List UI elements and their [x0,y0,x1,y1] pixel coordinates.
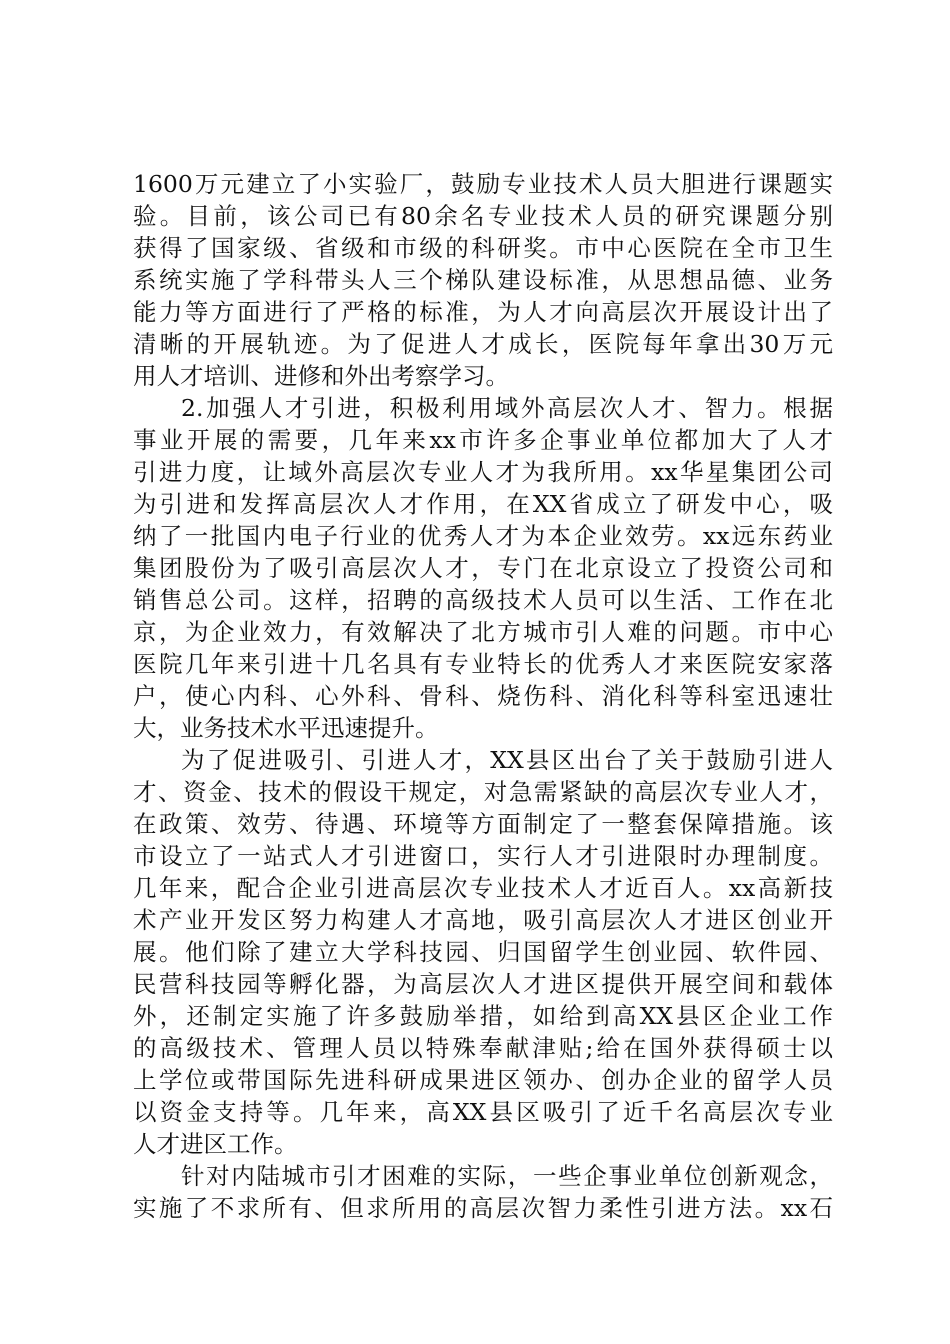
text-line: 集团股份为了吸引高层次人才，专门在北京设立了投资公司和 [133,554,833,582]
text-line: 市设立了一站式人才引进窗口，实行人才引进限时办理制度。 [133,842,833,870]
text-line: 几年来，配合企业引进高层次专业技术人才近百人。xx高新技 [133,874,833,902]
text-line: 才、资金、技术的假设干规定，对急需紧缺的高层次专业人才， [133,778,833,806]
text-line: 为了促进吸引、引进人才，XX县区出台了关于鼓励引进人 [181,746,833,774]
text-line: 纳了一批国内电子行业的优秀人才为本企业效劳。xx远东药业 [133,522,833,550]
text-line: 事业开展的需要，几年来xx市许多企事业单位都加大了人才 [133,426,833,454]
text-line: 引进力度，让域外高层次专业人才为我所用。xx华星集团公司 [133,458,833,486]
text-line: 用人才培训、进修和外出考察学习。 [133,362,509,390]
text-line: 以资金支持等。几年来，高XX县区吸引了近千名高层次专业 [133,1098,833,1126]
text-line: 上学位或带国际先进科研成果进区领办、创办企业的留学人员 [133,1066,833,1094]
text-line: 京，为企业效力，有效解决了北方城市引人难的问题。市中心 [133,618,833,646]
text-line: 大，业务技术水平迅速提升。 [133,714,439,742]
text-line: 获得了国家级、省级和市级的科研奖。市中心医院在全市卫生 [133,234,833,262]
text-line: 医院几年来引进十几名具有专业特长的优秀人才来医院安家落 [133,650,833,678]
text-line: 1600万元建立了小实验厂，鼓励专业技术人员大胆进行课题实 [133,170,833,198]
text-line: 实施了不求所有、但求所用的高层次智力柔性引进方法。xx石 [133,1194,833,1222]
text-line: 销售总公司。这样，招聘的高级技术人员可以生活、工作在北 [133,586,833,614]
text-line: 展。他们除了建立大学科技园、归国留学生创业园、软件园、 [133,938,833,966]
text-line: 能力等方面进行了严格的标准，为人才向高层次开展设计出了 [133,298,833,326]
text-line: 2.加强人才引进，积极利用域外高层次人才、智力。根据 [181,394,833,422]
text-line: 在政策、效劳、待遇、环境等方面制定了一整套保障措施。该 [133,810,833,838]
text-line: 的高级技术、管理人员以特殊奉献津贴;给在国外获得硕士以 [133,1034,833,1062]
text-line: 针对内陆城市引才困难的实际，一些企事业单位创新观念， [181,1162,833,1190]
text-line: 为引进和发挥高层次人才作用，在XX省成立了研发中心，吸 [133,490,833,518]
text-line: 户，使心内科、心外科、骨科、烧伤科、消化科等科室迅速壮 [133,682,833,710]
text-line: 术产业开发区努力构建人才高地，吸引高层次人才进区创业开 [133,906,833,934]
text-line: 民营科技园等孵化器，为高层次人才进区提供开展空间和载体 [133,970,833,998]
text-line: 人才进区工作。 [133,1130,298,1158]
body-text [133,168,833,1224]
text-line: 外，还制定实施了许多鼓励举措，如给到高XX县区企业工作 [133,1002,833,1030]
text-line: 验。目前，该公司已有80余名专业技术人员的研究课题分别 [133,202,833,230]
text-line: 清晰的开展轨迹。为了促进人才成长，医院每年拿出30万元 [133,330,833,358]
text-line: 系统实施了学科带头人三个梯队建设标准，从思想品德、业务 [133,266,833,294]
